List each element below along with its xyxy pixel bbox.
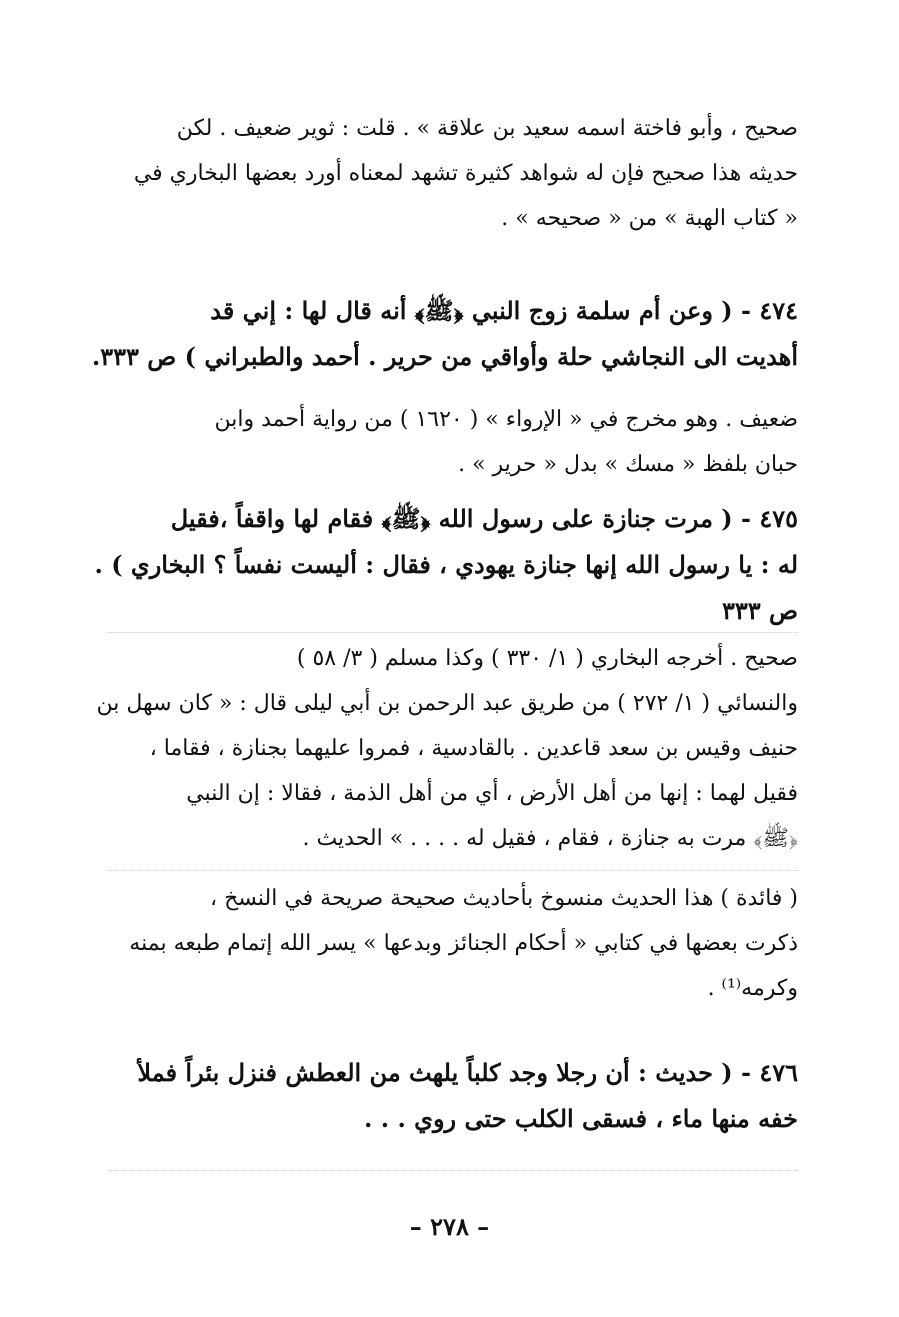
- commentary-475-line-2: والنسائي ( ١/ ٢٧٢ ) من طريق عبد الرحمن بن أبي ليلى قال : « كان سهل بن: [96, 691, 798, 716]
- hadith-474-commentary: [108, 397, 798, 487]
- commentary-475-line-1: صحيح . أخرجه البخاري ( ١/ ٣٣٠ ) وكذا مسلم ( ٣/ ٥٨ ): [296, 646, 798, 671]
- commentary-475-line-3: حنيف وقيس بن سعد قاعدين . بالقادسية ، فمروا عليهما بجنازة ، فقاما ،: [149, 736, 798, 761]
- hadith-475: [94, 496, 798, 634]
- hadith-476: [108, 1050, 798, 1142]
- intro-line-3: « كتاب الهبة » من « صحيحه » .: [501, 206, 798, 231]
- hadith-474-line-1: ٤٧٤ - ( وعن أم سلمة زوج النبي ﴿ﷺ﴾ أنه قال لها : إني قد: [210, 296, 798, 325]
- benefit-line-2: ذكرت بعضها في كتابي « أحكام الجنائز وبدعها » يسر الله إتمام طبعه بمنه: [129, 931, 798, 956]
- hadith-476-line-1: ٤٧٦ - ( حديث : أن رجلا وجد كلباً يلهث من العطش فنزل بئراً فملأ: [137, 1058, 798, 1087]
- commentary-474-line-2: حبان بلفظ « مسك » بدل « حرير » .: [458, 452, 798, 477]
- hadith-474: [91, 288, 798, 380]
- page-number: – ٢٧٨ –: [409, 1212, 490, 1241]
- benefit-note: [108, 876, 798, 1011]
- hadith-476-line-2: خفه منها ماء ، فسقى الكلب حتى روي . . .: [364, 1104, 798, 1133]
- section-divider: [108, 870, 798, 871]
- section-divider: [108, 632, 798, 633]
- intro-paragraph: [108, 106, 798, 241]
- hadith-475-line-2: له : يا رسول الله إنها جنازة يهودي ، فقال : أليست نفساً ؟ البخاري ) .: [94, 550, 798, 579]
- intro-line-1: صحيح ، وأبو فاختة اسمه سعيد بن علاقة » . قلت : ثوير ضعيف . لكن: [176, 116, 798, 141]
- hadith-475-line-3: ص ٣٣٣: [721, 596, 798, 625]
- commentary-474-line-1: ضعيف . وهو مخرج في « الإرواء » ( ١٦٢٠ ) من رواية أحمد وابن: [214, 407, 798, 432]
- commentary-475-line-4: فقيل لهما : إنها من أهل الأرض ، أي من أهل الذمة ، فقالا : إن النبي: [186, 781, 798, 806]
- hadith-475-commentary: [96, 636, 798, 861]
- benefit-line-1: ( فائدة ) هذا الحديث منسوخ بأحاديث صحيحة صريحة في النسخ ،: [209, 886, 798, 911]
- benefit-line-3: وكرمه⁽¹⁾ .: [707, 976, 798, 1001]
- commentary-475-line-5: ﴿ﷺ﴾ مرت به جنازة ، فقام ، فقيل له . . . . » الحديث .: [302, 826, 798, 851]
- hadith-475-line-1: ٤٧٥ - ( مرت جنازة على رسول الله ﴿ﷺ﴾ فقام لها واقفاً ،فقيل: [170, 504, 798, 533]
- intro-line-2: حديثه هذا صحيح فإن له شواهد كثيرة تشهد لمعناه أورد بعضها البخاري في: [133, 161, 798, 186]
- hadith-474-line-2: أهديت الى النجاشي حلة وأواقي من حرير . أحمد والطبراني ) ص ٣٣٣.: [91, 342, 798, 371]
- section-divider: [108, 1170, 798, 1171]
